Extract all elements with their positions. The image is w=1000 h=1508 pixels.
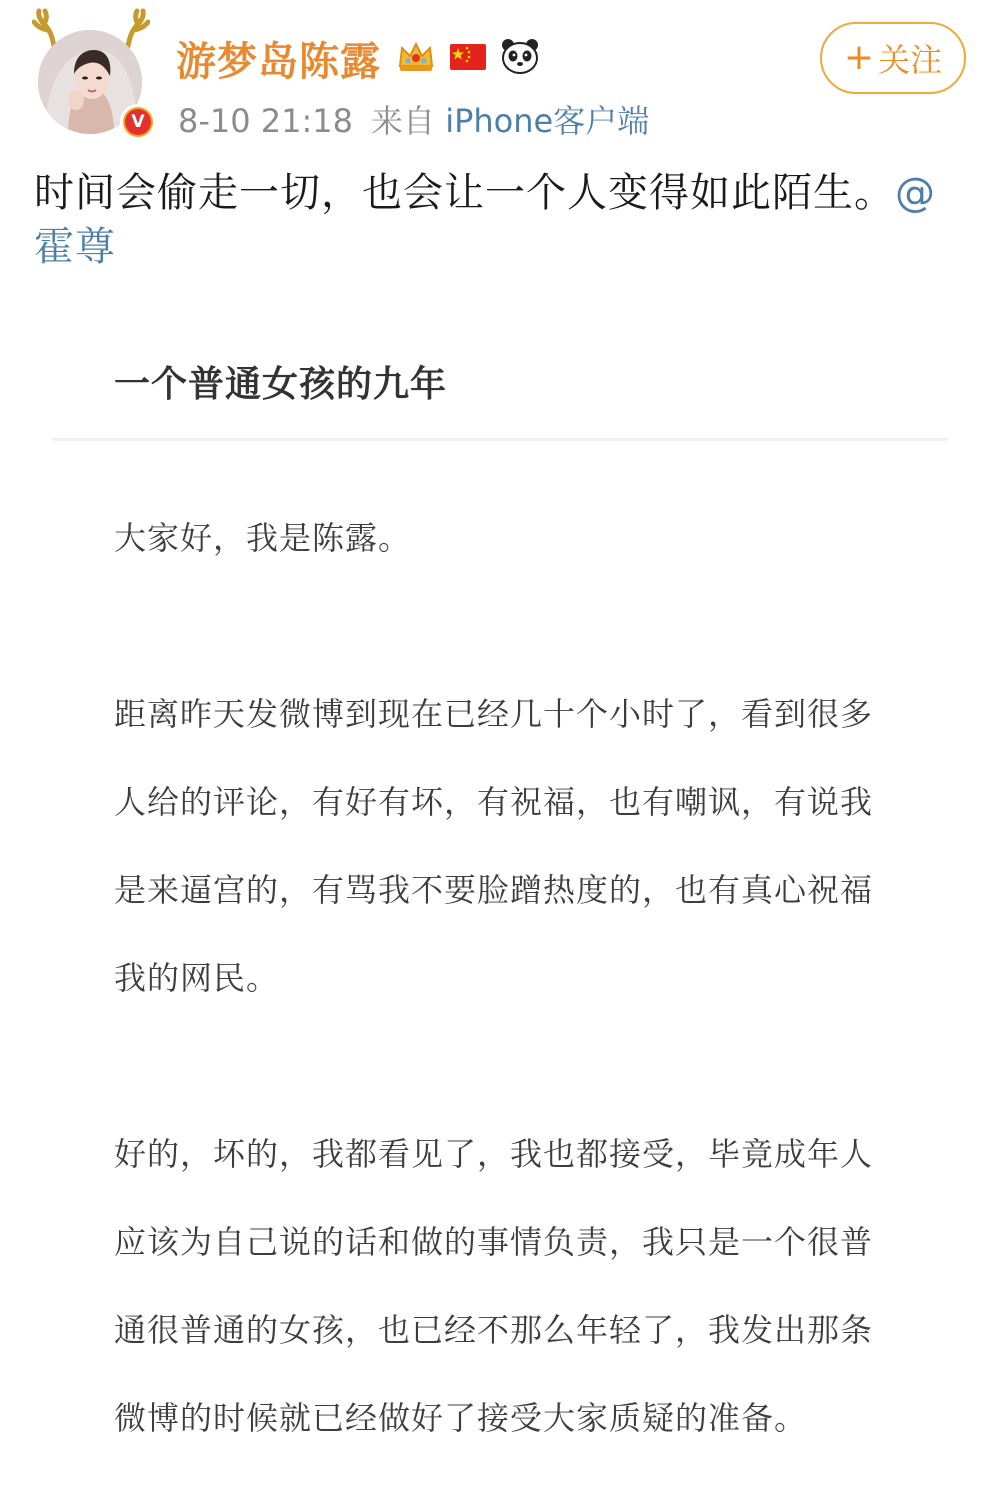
verified-badge-label: V (125, 109, 151, 135)
verified-badge-icon (120, 104, 156, 140)
panda-icon (500, 36, 540, 76)
user-badges (396, 34, 540, 78)
article-body (114, 494, 886, 1462)
post-body: 时间会偷走一切，也会让一个人变得如此陌生。 (34, 170, 895, 216)
plus-icon: + (843, 37, 875, 78)
article-paragraph: 大家好，我是陈露。 (114, 519, 412, 557)
follow-label: 关注 (878, 41, 943, 79)
source-prefix: 来自 (371, 102, 436, 140)
user-name[interactable]: 游梦岛陈露 (176, 39, 381, 85)
china-flag-icon (448, 36, 488, 76)
crown-badge-icon[interactable] (396, 36, 436, 76)
post-meta (178, 96, 649, 142)
post-header (0, 0, 1000, 150)
avatar-container[interactable] (28, 8, 153, 138)
article-divider (52, 438, 948, 441)
article-paragraph: 好的，坏的，我都看见了，我也都接受，毕竟成年人应该为自己说的话和做的事情负责，我只是一个很普通很普通的女孩，也已经不那么年轻了，我发出那条微博的时候就已经做好了接受大家质疑的准备。 (114, 1135, 874, 1437)
article-paragraph: 距离昨天发微博到现在已经几十个小时了，看到很多人给的评论，有好有坏，有祝福，也有嘲讽，有说我是来逼宫的，有骂我不要脸蹭热度的，也有真心祝福我的网民。 (114, 695, 874, 997)
article-title: 一个普通女孩的九年 (114, 364, 448, 405)
source-app-link[interactable]: iPhone客户端 (445, 102, 650, 140)
post-timestamp: 8-10 21:18 (178, 102, 354, 140)
follow-button[interactable] (820, 22, 966, 94)
post-text (34, 166, 964, 274)
mention-link[interactable]: @霍尊 (34, 170, 936, 270)
